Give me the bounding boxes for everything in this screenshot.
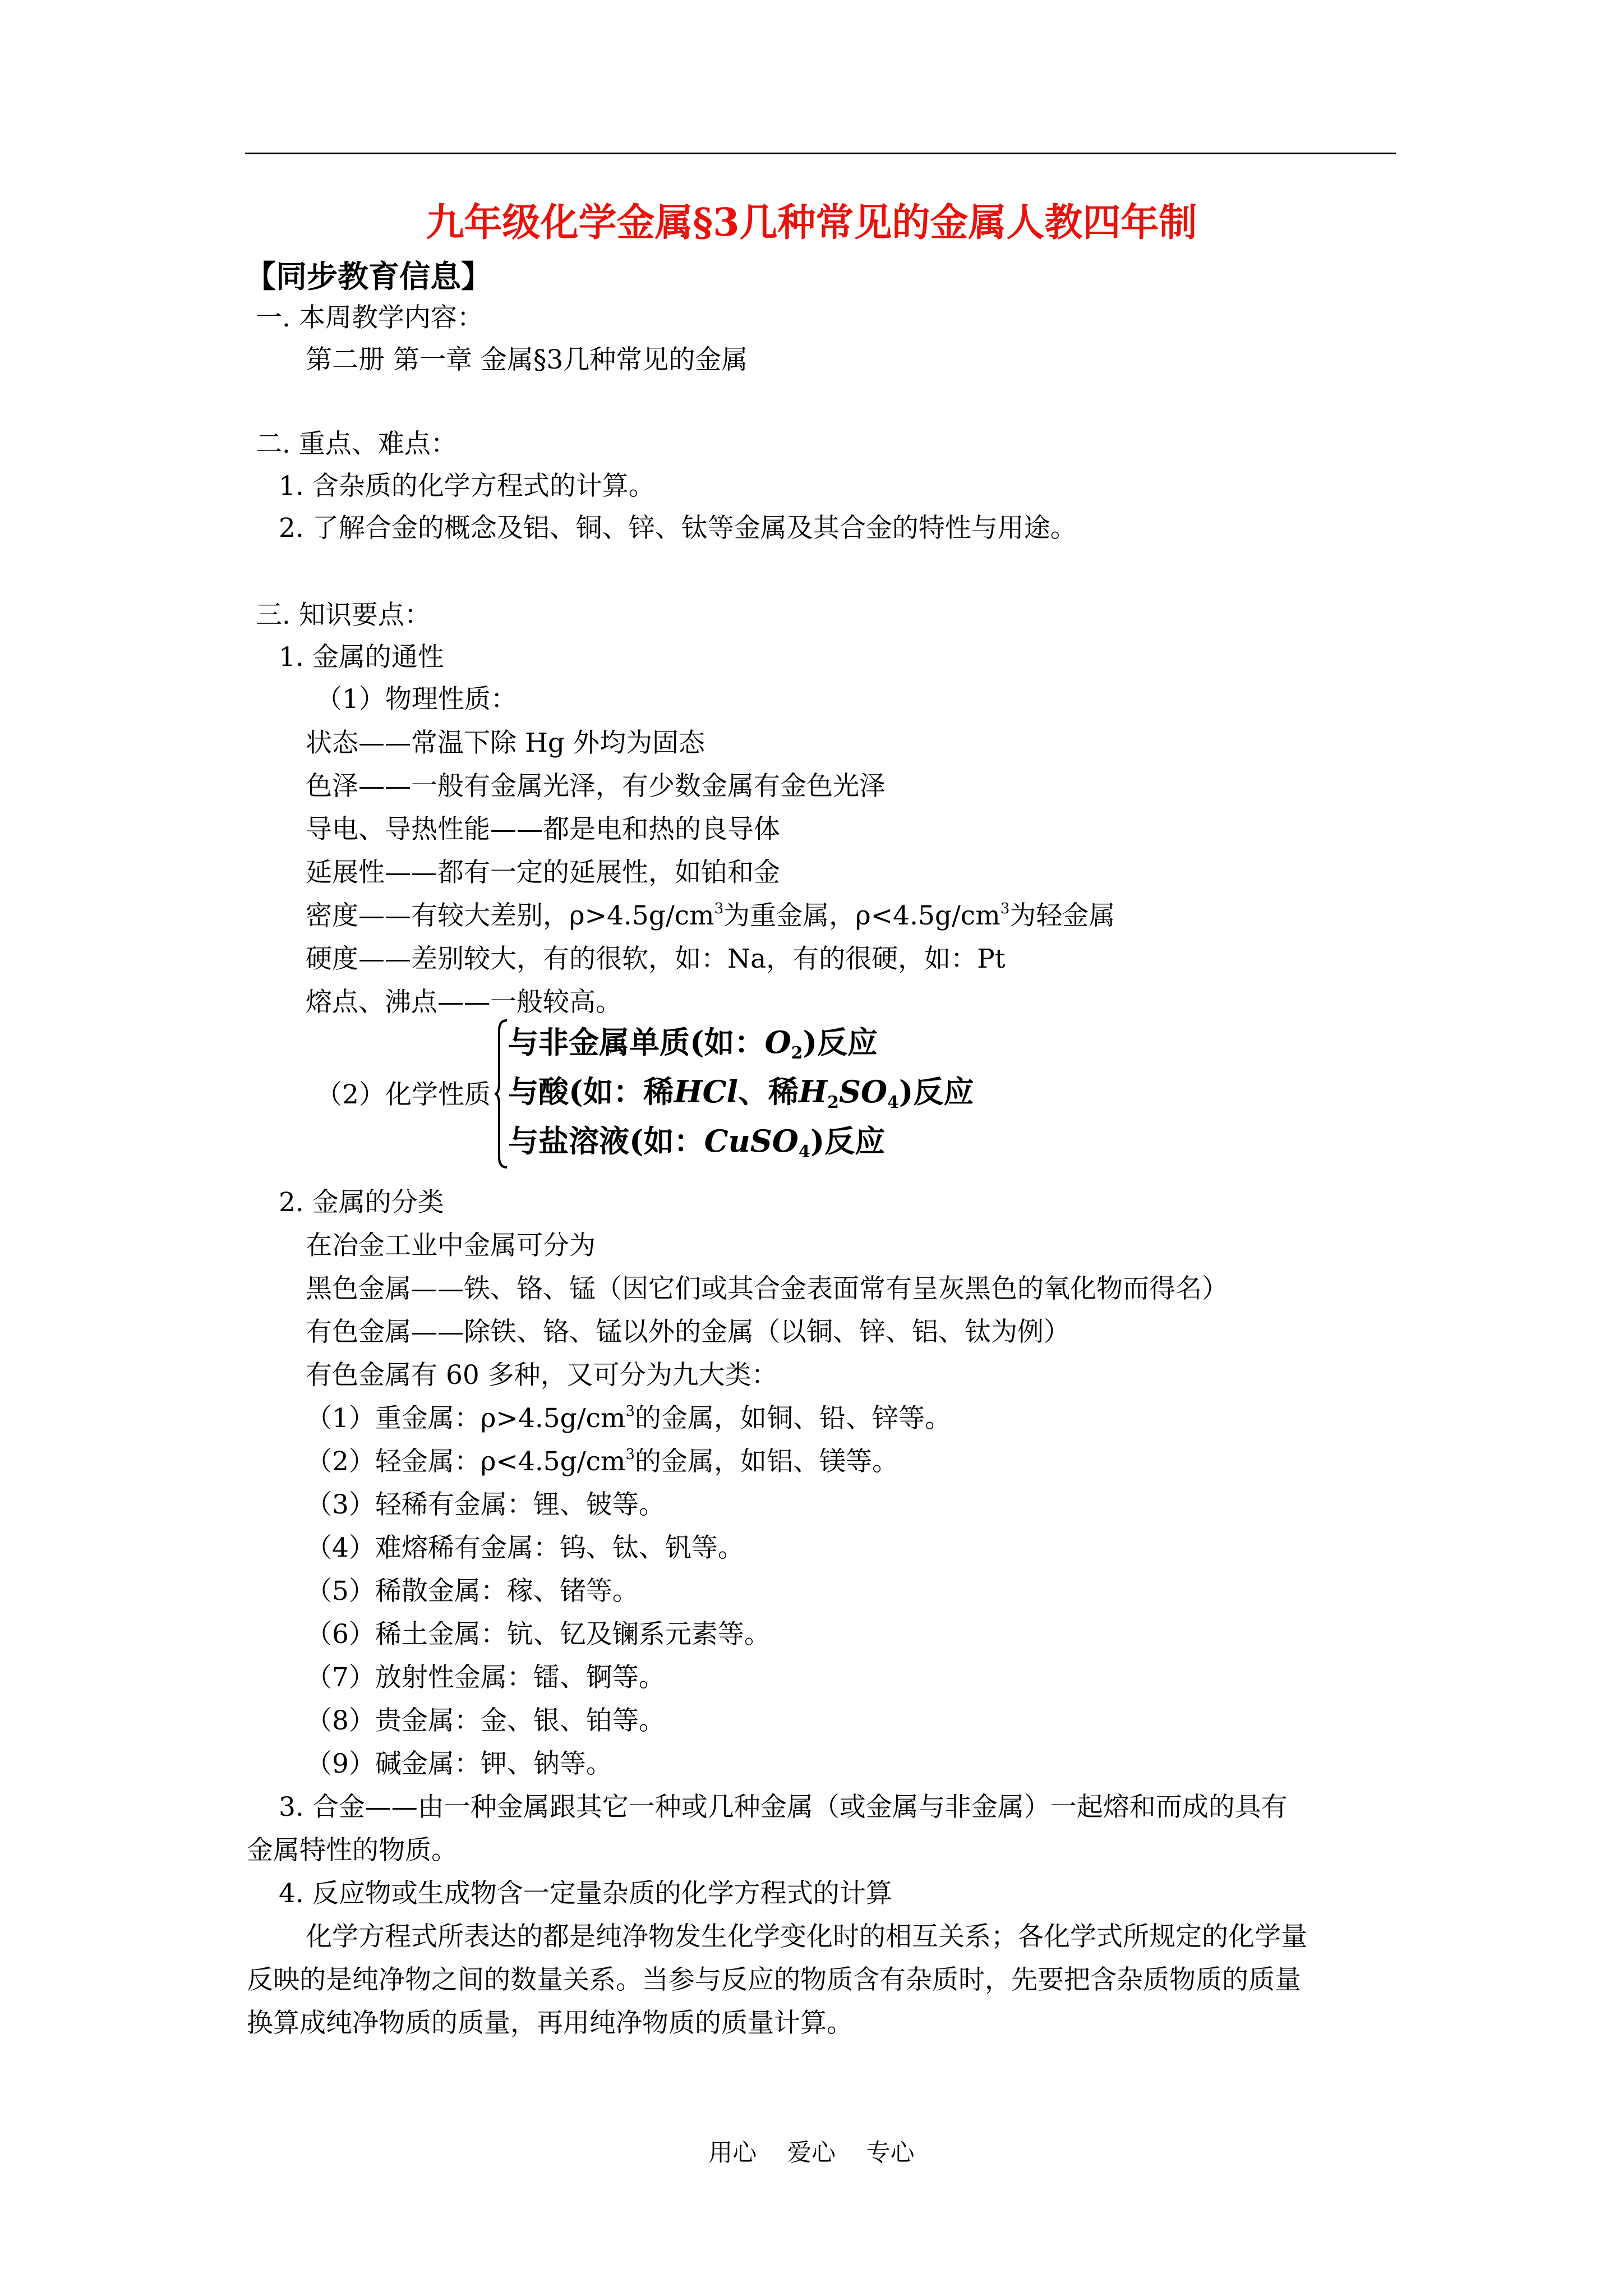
knowledge-3-line: 3. 合金——由一种金属跟其它一种或几种金属（或金属与非金属）一起熔和而成的具有 — [279, 1792, 1288, 1823]
section-2-label: 二. 重点、难点： — [256, 429, 457, 459]
property-density: 密度——有较大差别，$\rho>4.5g/cm^3$为重金属，$\rho<4.5g/cm^3$为轻金属 — [306, 900, 1115, 931]
page-footer: 用心 爱心 专心 — [708, 2139, 915, 2167]
section-1-text: 第二册 第一章 金属§3几种常见的金属 — [306, 344, 748, 375]
paragraph-line: 换算成纯净物质的质量，再用纯净物质的质量计算。 — [247, 2008, 853, 2039]
metal-category: （5）稀散金属：稼、锗等。 — [306, 1576, 639, 1607]
section-1-label: 一. 本周教学内容： — [256, 302, 483, 333]
property-luster: 色泽——一般有金属光泽，有少数金属有金色光泽 — [306, 771, 886, 802]
section-3-label: 三. 知识要点： — [256, 600, 431, 631]
property-ductility: 延展性——都有一定的延展性，如铂和金 — [306, 857, 780, 888]
metal-category: （3）轻稀有金属：锂、铍等。 — [306, 1489, 665, 1520]
paragraph-line: 化学方程式所表达的都是纯净物发生化学变化时的相互关系；各化学式所规定的化学量 — [306, 1921, 1307, 1952]
paragraph-line: 反映的是纯净物之间的数量关系。当参与反应的物质含有杂质时，先要把含杂质物质的质量 — [247, 1964, 1301, 1995]
knowledge-1-title: 1. 金属的通性 — [279, 642, 444, 673]
metal-category: （9）碱金属：钾、钠等。 — [306, 1749, 612, 1779]
chemical-reaction-salt: 与盐溶液(如：CuSO$_4$)反应 — [508, 1123, 886, 1162]
physical-properties-label: （1）物理性质： — [316, 684, 517, 715]
chemical-reaction-acid: 与酸(如：稀HCl、稀$H_2SO_4$)反应 — [508, 1074, 974, 1112]
metal-category: （6）稀土金属：钪、钇及镧系元素等。 — [306, 1619, 771, 1650]
colored-metals-count: 有色金属有 60 多种，又可分为九大类： — [306, 1360, 778, 1391]
chemical-reaction-nonmetal: 与非金属单质(如：$O_2$)反应 — [508, 1024, 878, 1063]
knowledge-2-title: 2. 金属的分类 — [279, 1187, 444, 1218]
knowledge-3-line: 金属特性的物质。 — [247, 1835, 458, 1866]
chemical-properties-label: （2）化学性质 — [316, 1079, 491, 1110]
metal-category: （1）重金属：$\rho>4.5g/cm^3$的金属，如铜、铅、锌等。 — [306, 1403, 952, 1434]
left-brace-icon — [494, 1018, 509, 1170]
metallurgy-intro: 在冶金工业中金属可分为 — [306, 1230, 596, 1261]
section-2-item: 2. 了解合金的概念及铝、铜、锌、钛等金属及其合金的特性与用途。 — [279, 513, 1077, 544]
property-melting-point: 熔点、沸点——一般较高。 — [306, 987, 622, 1018]
metal-category: （2）轻金属：$\rho<4.5g/cm^3$的金属，如铝、镁等。 — [306, 1446, 899, 1477]
metal-category: （4）难熔稀有金属：钨、钛、钒等。 — [306, 1533, 744, 1563]
metal-category: （7）放射性金属：镭、锕等。 — [306, 1662, 665, 1693]
metal-category: （8）贵金属：金、银、铂等。 — [306, 1705, 665, 1736]
property-state: 状态——常温下除 Hg 外均为固态 — [306, 728, 705, 758]
page-title: 九年级化学金属§3几种常见的金属人教四年制 — [426, 200, 1197, 245]
property-conductivity: 导电、导热性能——都是电和热的良导体 — [306, 814, 780, 845]
black-metals: 黑色金属——铁、铬、锰（因它们或其合金表面常有呈灰黑色的氧化物而得名） — [306, 1273, 1228, 1304]
section-2-item: 1. 含杂质的化学方程式的计算。 — [279, 471, 655, 501]
knowledge-4-title: 4. 反应物或生成物含一定量杂质的化学方程式的计算 — [279, 1878, 892, 1909]
header-rule — [245, 153, 1396, 154]
colored-metals: 有色金属——除铁、铬、锰以外的金属（以铜、锌、铝、钛为例） — [306, 1317, 1070, 1347]
section-heading: 【同步教育信息】 — [245, 258, 492, 295]
property-hardness: 硬度——差别较大，有的很软，如：Na，有的很硬，如：Pt — [306, 944, 1006, 974]
